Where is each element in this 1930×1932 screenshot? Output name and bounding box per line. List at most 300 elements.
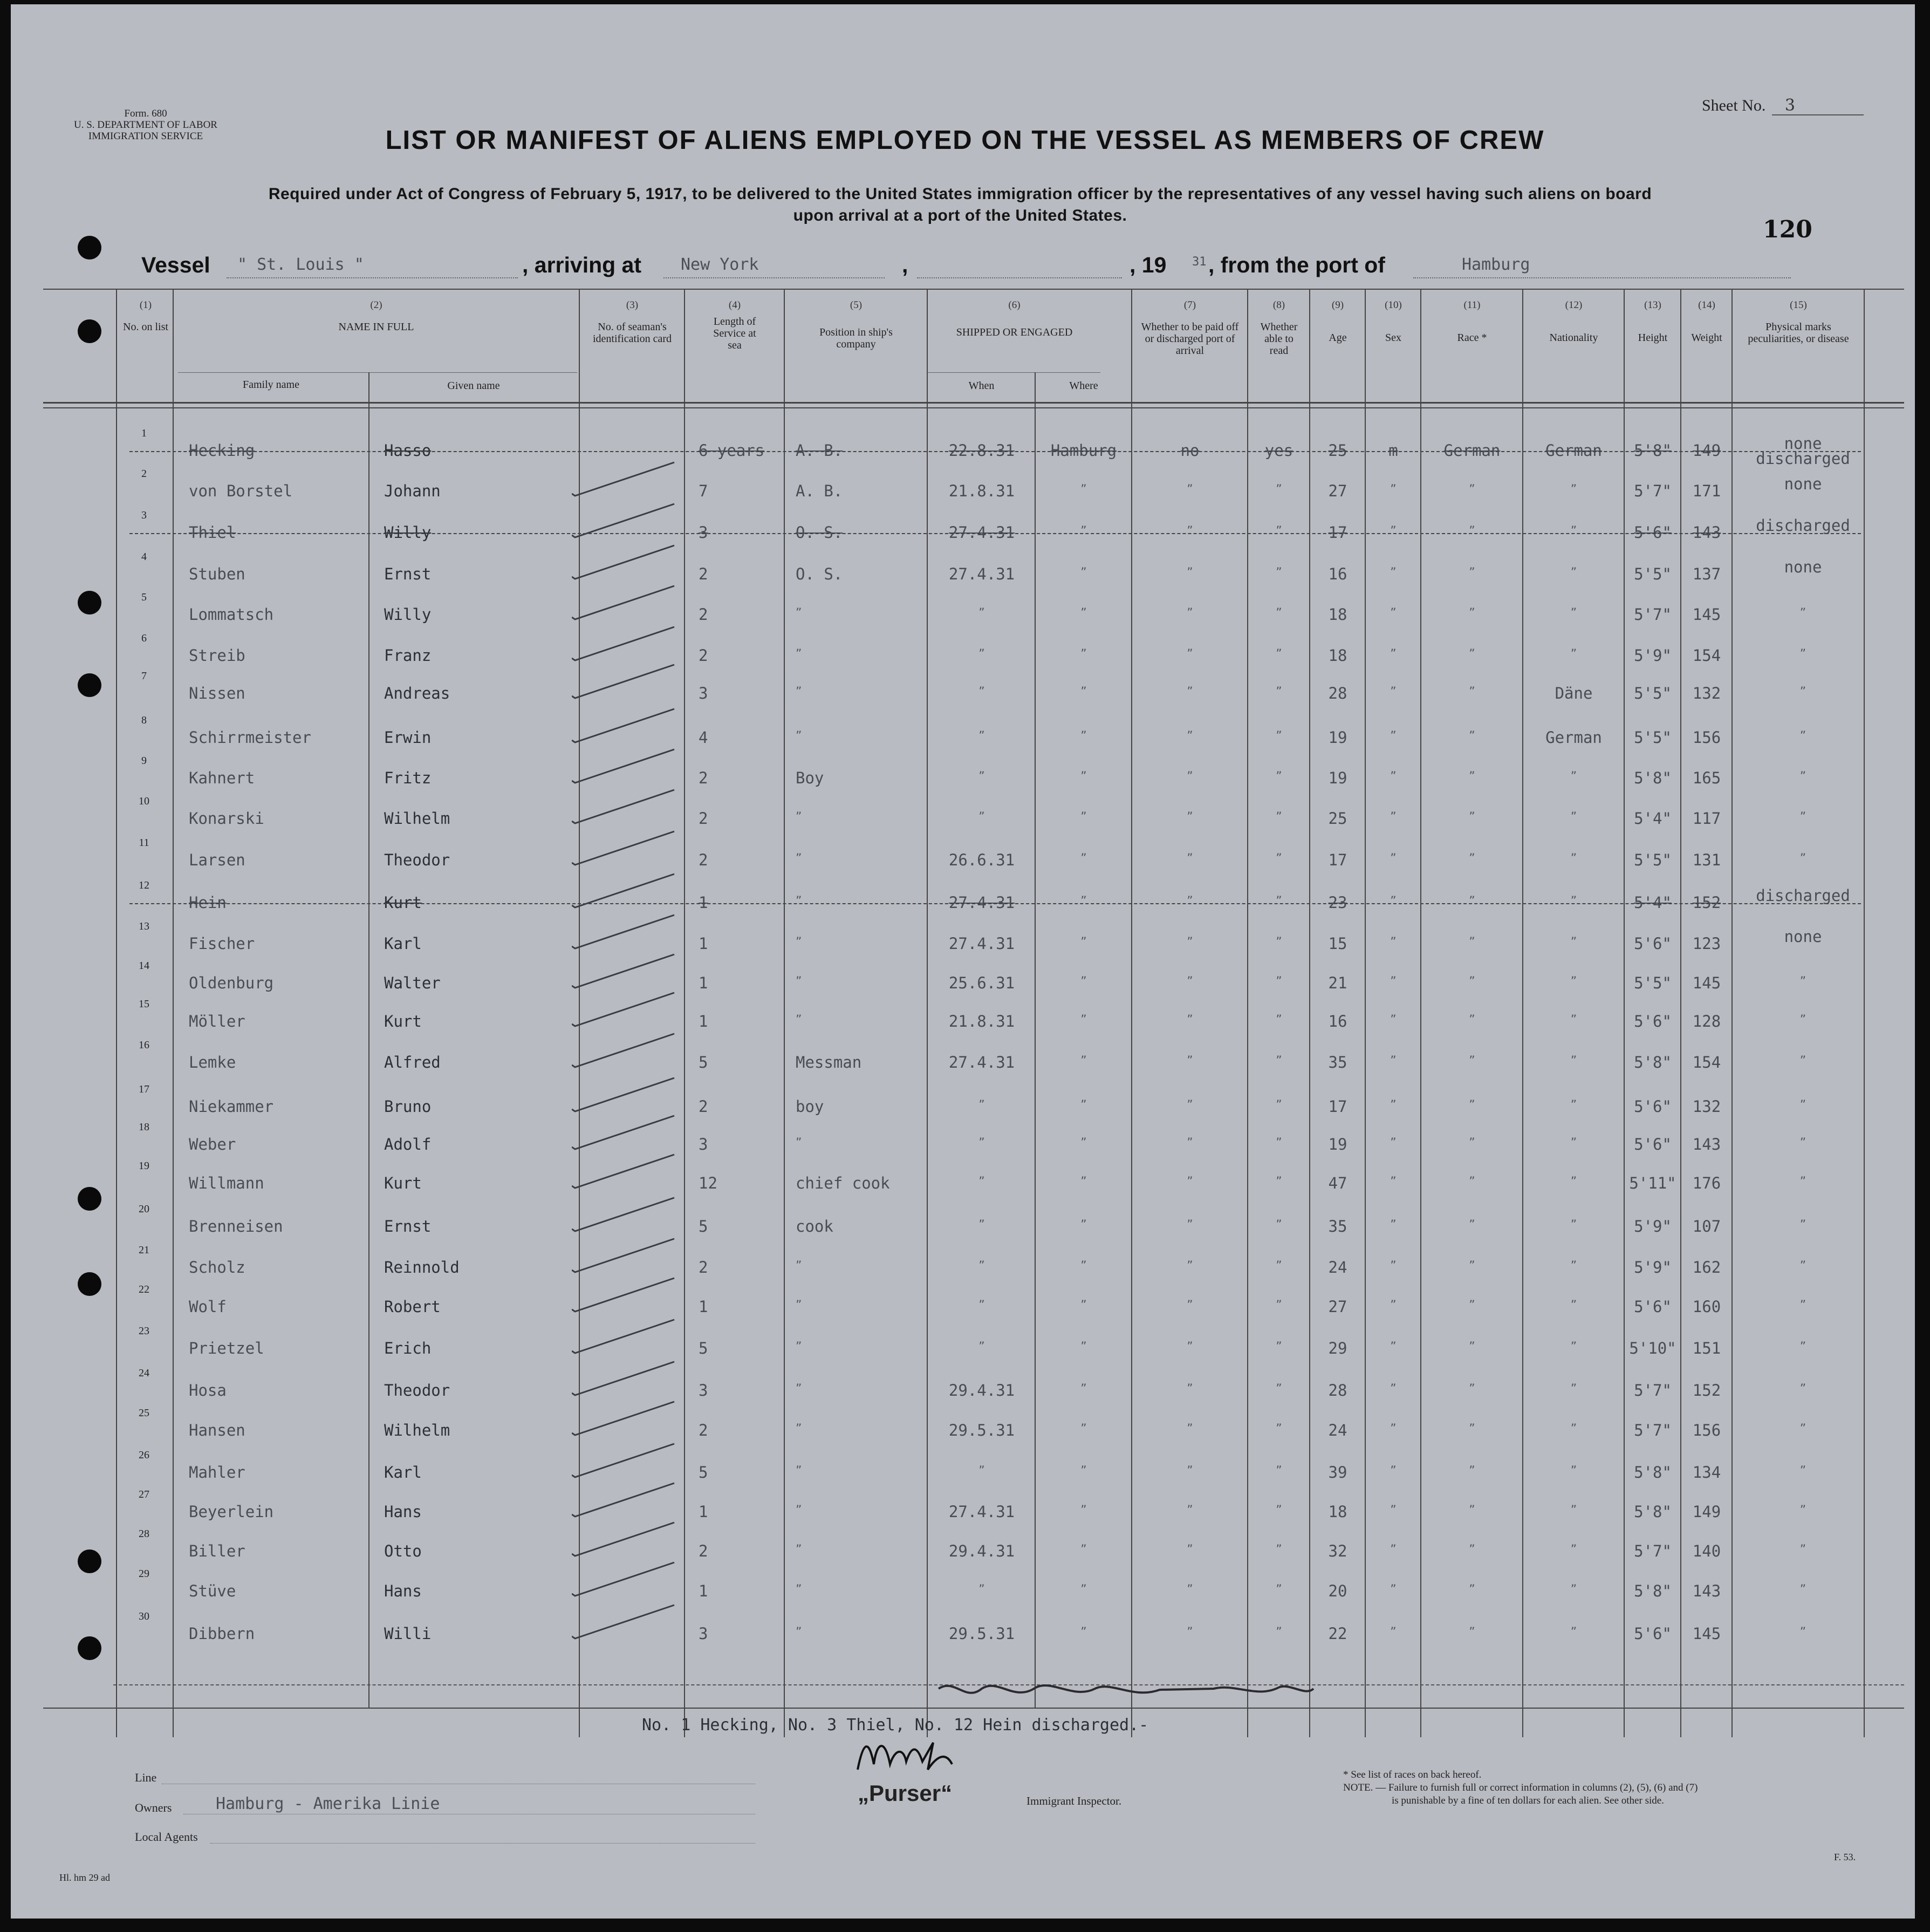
- cell-height: 5'6": [1634, 1097, 1672, 1116]
- cell-height: 5'6": [1634, 1012, 1672, 1030]
- cell-position: boy: [796, 1097, 824, 1116]
- cell-family: Stüve: [189, 1582, 236, 1600]
- cell-where: ”: [1080, 810, 1087, 824]
- check-mark-icon: [572, 913, 680, 951]
- cell-age: 27: [1328, 1298, 1347, 1316]
- cell-when: 26.6.31: [948, 851, 1015, 869]
- cell-position: ”: [796, 1340, 802, 1354]
- cell-when: 27.4.31: [948, 565, 1015, 583]
- cell-family: Willmann: [189, 1174, 264, 1192]
- cell-given: Otto: [384, 1542, 422, 1560]
- cell-nat: ”: [1570, 1013, 1577, 1027]
- check-mark-icon: [572, 707, 680, 745]
- header-col4: (4) Length of Service at sea: [713, 299, 756, 351]
- vessel-label: Vessel: [141, 252, 210, 277]
- cell-race: ”: [1469, 1422, 1475, 1436]
- cell-service: 2: [699, 1542, 708, 1560]
- cell-paid: ”: [1187, 1583, 1193, 1596]
- cell-family: Wolf: [189, 1298, 227, 1316]
- cell-weight: 149: [1692, 441, 1721, 460]
- cell-when: ”: [978, 810, 985, 824]
- cell-family: Niekammer: [189, 1097, 274, 1116]
- cell-nat: ”: [1570, 524, 1577, 538]
- footnote-block: [1343, 1769, 1698, 1807]
- header-col7: (7) Whether to be paid off or discharged port of arrival: [1141, 299, 1239, 357]
- inspector-signature: [933, 1672, 1322, 1710]
- cell-weight: 152: [1692, 1381, 1721, 1399]
- header-col2: (2) NAME IN FULL: [338, 299, 414, 333]
- row-number: 25: [139, 1407, 149, 1419]
- cell-paid: ”: [1187, 1382, 1193, 1396]
- from-port-value: Hamburg: [1462, 255, 1530, 274]
- cell-when: 21.8.31: [948, 1012, 1015, 1030]
- cell-where: ”: [1080, 1422, 1087, 1436]
- cell-service: 5: [699, 1463, 708, 1482]
- cell-marks: discharged: [1756, 886, 1850, 905]
- footnote-races: * See list of races on back hereof.: [1343, 1769, 1482, 1780]
- cell-age: 15: [1328, 934, 1347, 953]
- cell-age: 47: [1328, 1174, 1347, 1192]
- cell-given: Ernst: [384, 1217, 432, 1235]
- cell-read: ”: [1276, 770, 1282, 783]
- cell-height: 5'7": [1634, 605, 1672, 624]
- cell-age: 23: [1328, 893, 1347, 912]
- cell-nat: ”: [1570, 1504, 1577, 1517]
- cell-nat: German: [1545, 728, 1602, 747]
- row-number: 6: [141, 632, 147, 644]
- cell-read: ”: [1276, 1299, 1282, 1312]
- cell-given: Willi: [384, 1624, 432, 1643]
- cell-sex: ”: [1390, 1422, 1397, 1436]
- cell-read: ”: [1276, 936, 1282, 949]
- cell-race: ”: [1469, 975, 1475, 988]
- cell-read: ”: [1276, 1054, 1282, 1068]
- cell-weight: 143: [1692, 523, 1721, 542]
- cell-family: Prietzel: [189, 1339, 264, 1357]
- cell-height: 5'7": [1634, 1381, 1672, 1399]
- row-number: 1: [141, 427, 147, 439]
- cell-height: 5'4": [1634, 809, 1672, 828]
- cell-position: ”: [796, 647, 802, 661]
- cell-when: ”: [978, 729, 985, 743]
- cell-sex: ”: [1390, 1136, 1397, 1150]
- cell-nat: ”: [1570, 566, 1577, 579]
- cell-weight: 154: [1692, 1053, 1721, 1071]
- cell-paid: ”: [1187, 685, 1193, 699]
- cell-position: ”: [796, 975, 802, 988]
- row-number: 14: [139, 960, 149, 972]
- cell-where: ”: [1080, 895, 1087, 908]
- cell-position: A. B.: [796, 441, 843, 460]
- cell-marks: ”: [1799, 1422, 1806, 1436]
- cell-family: Weber: [189, 1135, 236, 1153]
- cell-weight: 107: [1692, 1217, 1721, 1235]
- cell-paid: ”: [1187, 1013, 1193, 1027]
- cell-where: ”: [1080, 1175, 1087, 1189]
- cell-race: ”: [1469, 1013, 1475, 1027]
- row-number: 8: [141, 714, 147, 726]
- cell-read: ”: [1276, 895, 1282, 908]
- header-col15: (15) Physical marks peculiarities, or disease: [1748, 299, 1849, 345]
- cell-race: ”: [1469, 606, 1475, 620]
- cell-height: 5'6": [1634, 934, 1672, 953]
- cell-service: 2: [699, 1421, 708, 1439]
- cell-age: 28: [1328, 684, 1347, 702]
- header-col11: (11) Race *: [1457, 299, 1487, 344]
- cell-when: 22.8.31: [948, 441, 1015, 460]
- punch-hole: [78, 1272, 101, 1296]
- cell-nat: ”: [1570, 770, 1577, 783]
- row-number: 2: [141, 468, 147, 480]
- cell-read: ”: [1276, 524, 1282, 538]
- cell-service: 3: [699, 1381, 708, 1399]
- cell-when: ”: [978, 1175, 985, 1189]
- row-number: 16: [139, 1039, 149, 1051]
- cell-given: Robert: [384, 1298, 441, 1316]
- cell-read: yes: [1264, 441, 1293, 460]
- cell-marks: ”: [1799, 606, 1806, 620]
- cell-paid: ”: [1187, 1340, 1193, 1354]
- row-number: 23: [139, 1325, 149, 1337]
- cell-when: 27.4.31: [948, 523, 1015, 542]
- cell-age: 16: [1328, 1012, 1347, 1030]
- row-number: 12: [139, 879, 149, 891]
- cell-nat: ”: [1570, 936, 1577, 949]
- cell-age: 25: [1328, 809, 1347, 828]
- cell-paid: ”: [1187, 729, 1193, 743]
- cell-nat: ”: [1570, 852, 1577, 865]
- cell-sex: m: [1388, 441, 1398, 460]
- row-number: 21: [139, 1244, 149, 1256]
- cell-when: ”: [978, 685, 985, 699]
- cell-nat: ”: [1570, 1382, 1577, 1396]
- check-mark-icon: [572, 1152, 680, 1190]
- header-col12: (12) Nationality: [1549, 299, 1598, 344]
- cell-age: 17: [1328, 851, 1347, 869]
- cell-weight: 154: [1692, 646, 1721, 665]
- cell-weight: 149: [1692, 1503, 1721, 1521]
- cell-read: ”: [1276, 566, 1282, 579]
- cell-weight: 162: [1692, 1258, 1721, 1276]
- cell-service: 2: [699, 565, 708, 583]
- cell-race: ”: [1469, 1054, 1475, 1068]
- cell-family: Larsen: [189, 851, 245, 869]
- check-mark-icon: [572, 1603, 680, 1641]
- cell-service: 5: [699, 1339, 708, 1357]
- cell-marks: ”: [1799, 1218, 1806, 1232]
- service-name: IMMIGRATION SERVICE: [88, 131, 203, 142]
- cell-marks: ”: [1799, 1259, 1806, 1273]
- cell-family: Hecking: [189, 441, 255, 460]
- cell-marks: ”: [1799, 1013, 1806, 1027]
- cell-paid: ”: [1187, 895, 1193, 908]
- cell-nat: ”: [1570, 606, 1577, 620]
- cell-family: Scholz: [189, 1258, 245, 1276]
- cell-position: ”: [796, 1464, 802, 1478]
- cell-height: 5'11": [1629, 1174, 1676, 1192]
- cell-age: 22: [1328, 1624, 1347, 1643]
- cell-given: Hans: [384, 1503, 422, 1521]
- cell-age: 19: [1328, 728, 1347, 747]
- cell-read: ”: [1276, 975, 1282, 988]
- check-mark-icon: [572, 1560, 680, 1598]
- cell-height: 5'6": [1634, 1135, 1672, 1153]
- cell-read: ”: [1276, 1422, 1282, 1436]
- cell-where: ”: [1080, 936, 1087, 949]
- check-mark-icon: [572, 1032, 680, 1069]
- cell-age: 28: [1328, 1381, 1347, 1399]
- cell-read: ”: [1276, 1013, 1282, 1027]
- cell-paid: ”: [1187, 1422, 1193, 1436]
- local-agents-label: Local Agents: [135, 1830, 198, 1844]
- row-number: 20: [139, 1203, 149, 1215]
- cell-family: Thiel: [189, 523, 236, 542]
- cell-age: 18: [1328, 605, 1347, 624]
- cell-height: 5'6": [1634, 1624, 1672, 1643]
- row-number: 28: [139, 1528, 149, 1540]
- row-number: 7: [141, 670, 147, 682]
- cell-height: 5'5": [1634, 565, 1672, 583]
- cell-height: 5'8": [1634, 441, 1672, 460]
- cell-weight: 117: [1692, 809, 1721, 828]
- cell-sex: ”: [1390, 936, 1397, 949]
- cell-weight: 160: [1692, 1298, 1721, 1316]
- year-label: , 19: [1130, 252, 1167, 277]
- check-mark-icon: [572, 1481, 680, 1519]
- cell-marks: ”: [1799, 1054, 1806, 1068]
- cell-height: 5'6": [1634, 1298, 1672, 1316]
- check-mark-icon: [572, 747, 680, 785]
- cell-where: ”: [1080, 1136, 1087, 1150]
- cell-sex: ”: [1390, 1218, 1397, 1232]
- cell-marks: none discharged: [1756, 434, 1850, 468]
- cell-read: ”: [1276, 1340, 1282, 1354]
- cell-sex: ”: [1390, 685, 1397, 699]
- header-given-name: Given name: [447, 380, 500, 392]
- cell-service: 1: [699, 1012, 708, 1030]
- cell-paid: ”: [1187, 524, 1193, 538]
- cell-paid: ”: [1187, 1218, 1193, 1232]
- cell-sex: ”: [1390, 1013, 1397, 1027]
- cell-service: 12: [699, 1174, 717, 1192]
- cell-given: Hans: [384, 1582, 422, 1600]
- cell-paid: ”: [1187, 1626, 1193, 1639]
- cell-sex: ”: [1390, 810, 1397, 824]
- cell-race: ”: [1469, 1382, 1475, 1396]
- cell-paid: ”: [1187, 1543, 1193, 1556]
- cell-age: 21: [1328, 974, 1347, 992]
- check-mark-icon: [572, 1442, 680, 1479]
- cell-race: ”: [1469, 1543, 1475, 1556]
- strike-line: [129, 903, 1861, 904]
- cell-where: ”: [1080, 852, 1087, 865]
- cell-given: Reinnold: [384, 1258, 460, 1276]
- cell-paid: ”: [1187, 1175, 1193, 1189]
- cell-read: ”: [1276, 1136, 1282, 1150]
- cell-race: ”: [1469, 895, 1475, 908]
- cell-age: 29: [1328, 1339, 1347, 1357]
- cell-race: ”: [1469, 685, 1475, 699]
- cell-marks: ”: [1799, 1098, 1806, 1112]
- cell-when: 27.4.31: [948, 934, 1015, 953]
- row-number: 11: [139, 837, 149, 849]
- cell-nat: Däne: [1555, 684, 1593, 702]
- cell-service: 3: [699, 684, 708, 702]
- row-number: 15: [139, 998, 149, 1010]
- footnote-fine: is punishable by a fine of ten dollars for each alien. See other side.: [1392, 1795, 1664, 1806]
- row-number: 24: [139, 1367, 149, 1379]
- cell-given: Bruno: [384, 1097, 432, 1116]
- stamp-number: 120: [1763, 216, 1812, 243]
- row-number: 26: [139, 1449, 149, 1461]
- cell-family: Konarski: [189, 809, 264, 828]
- cell-where: ”: [1080, 606, 1087, 620]
- check-mark-icon: [572, 663, 680, 700]
- cell-paid: ”: [1187, 566, 1193, 579]
- header-col13: (13) Height: [1638, 299, 1668, 344]
- cell-sex: ”: [1390, 1299, 1397, 1312]
- cell-paid: ”: [1187, 975, 1193, 988]
- cell-family: Oldenburg: [189, 974, 274, 992]
- cell-position: ”: [796, 1013, 802, 1027]
- subtitle-line-1: Required under Act of Congress of February 5, 1917, to be delivered to the United States immigration officer by the representatives of any vessel having such aliens on board: [268, 185, 1652, 203]
- cell-given: Willy: [384, 523, 432, 542]
- comma: ,: [902, 252, 908, 277]
- cell-when: ”: [978, 1259, 985, 1273]
- cell-when: ”: [978, 1098, 985, 1112]
- from-port-label: , from the port of: [1208, 252, 1385, 277]
- cell-family: Streib: [189, 646, 245, 665]
- cell-when: ”: [978, 647, 985, 661]
- cell-read: ”: [1276, 483, 1282, 496]
- cell-sex: ”: [1390, 975, 1397, 988]
- cell-position: ”: [796, 1583, 802, 1596]
- cell-service: 2: [699, 646, 708, 665]
- cell-when: 29.4.31: [948, 1381, 1015, 1399]
- cell-family: Mahler: [189, 1463, 245, 1482]
- cell-family: Hosa: [189, 1381, 227, 1399]
- cell-height: 5'4": [1634, 893, 1672, 912]
- cell-marks: none: [1784, 927, 1822, 946]
- cell-given: Theodor: [384, 1381, 450, 1399]
- cell-given: Franz: [384, 646, 432, 665]
- cell-weight: 171: [1692, 482, 1721, 500]
- cell-age: 24: [1328, 1421, 1347, 1439]
- check-mark-icon: [572, 1196, 680, 1233]
- check-mark-icon: [572, 1076, 680, 1114]
- header-family-name: Family name: [243, 379, 299, 391]
- cell-sex: ”: [1390, 647, 1397, 661]
- cell-nat: ”: [1570, 1098, 1577, 1112]
- cell-position: ”: [796, 895, 802, 908]
- cell-position: ”: [796, 1136, 802, 1150]
- subtitle-line-2: upon arrival at a port of the United States.: [793, 207, 1127, 224]
- cell-age: 35: [1328, 1053, 1347, 1071]
- cell-family: Lommatsch: [189, 605, 274, 624]
- row-number: 19: [139, 1160, 149, 1172]
- owners-value: Hamburg - Amerika Linie: [216, 1794, 440, 1813]
- cell-nat: ”: [1570, 895, 1577, 908]
- cell-nat: ”: [1570, 1259, 1577, 1273]
- header-when: When: [968, 380, 995, 392]
- cell-read: ”: [1276, 1626, 1282, 1639]
- cell-sex: ”: [1390, 1382, 1397, 1396]
- cell-paid: ”: [1187, 647, 1193, 661]
- cell-weight: 165: [1692, 769, 1721, 787]
- cell-age: 24: [1328, 1258, 1347, 1276]
- cell-given: Karl: [384, 934, 422, 953]
- header-col5: (5) Position in ship's company: [819, 299, 893, 350]
- cell-family: von Borstel: [189, 482, 293, 500]
- cell-position: ”: [796, 729, 802, 743]
- cell-position: ”: [796, 1422, 802, 1436]
- cell-when: 29.5.31: [948, 1624, 1015, 1643]
- cell-position: A. B.: [796, 482, 843, 500]
- check-mark-icon: [572, 991, 680, 1028]
- cell-height: 5'9": [1634, 1258, 1672, 1276]
- check-mark-icon: [572, 625, 680, 663]
- cell-sex: ”: [1390, 729, 1397, 743]
- cell-age: 17: [1328, 1097, 1347, 1116]
- cell-race: ”: [1469, 647, 1475, 661]
- cell-position: cook: [796, 1217, 833, 1235]
- cell-race: ”: [1469, 770, 1475, 783]
- cell-marks: ”: [1799, 685, 1806, 699]
- sheet-number: [1702, 96, 1795, 115]
- cell-given: Kurt: [384, 1012, 422, 1030]
- row-number: 29: [139, 1568, 149, 1580]
- cell-sex: ”: [1390, 606, 1397, 620]
- strike-line: [129, 533, 1861, 534]
- cell-position: ”: [796, 1299, 802, 1312]
- cell-family: Lemke: [189, 1053, 236, 1071]
- cell-marks: ”: [1799, 852, 1806, 865]
- cell-given: Theodor: [384, 851, 450, 869]
- cell-given: Alfred: [384, 1053, 441, 1071]
- check-mark-icon: [572, 1399, 680, 1437]
- cell-height: 5'5": [1634, 851, 1672, 869]
- purser-label: „Purser“: [858, 1780, 953, 1806]
- cell-read: ”: [1276, 1218, 1282, 1232]
- check-mark-icon: [572, 788, 680, 825]
- punch-hole: [78, 1636, 101, 1660]
- check-mark-icon: [572, 1360, 680, 1397]
- cell-race: ”: [1469, 483, 1475, 496]
- cell-given: Johann: [384, 482, 441, 500]
- cell-height: 5'8": [1634, 769, 1672, 787]
- cell-when: ”: [978, 1136, 985, 1150]
- cell-weight: 132: [1692, 1097, 1721, 1116]
- row-number: 4: [141, 551, 147, 563]
- cell-given: Fritz: [384, 769, 432, 787]
- cell-service: 1: [699, 1298, 708, 1316]
- cell-nat: ”: [1570, 1218, 1577, 1232]
- cell-nat: ”: [1570, 1136, 1577, 1150]
- row-number: 27: [139, 1489, 149, 1500]
- cell-position: Messman: [796, 1053, 862, 1071]
- cell-height: 5'8": [1634, 1582, 1672, 1600]
- cell-marks: ”: [1799, 975, 1806, 988]
- cell-weight: 145: [1692, 605, 1721, 624]
- cell-nat: ”: [1570, 1583, 1577, 1596]
- cell-height: 5'9": [1634, 1217, 1672, 1235]
- cell-where: ”: [1080, 1504, 1087, 1517]
- cell-where: ”: [1080, 1013, 1087, 1027]
- cell-race: ”: [1469, 1340, 1475, 1354]
- cell-sex: ”: [1390, 524, 1397, 538]
- cell-when: 27.4.31: [948, 1503, 1015, 1521]
- cell-given: Erwin: [384, 728, 432, 747]
